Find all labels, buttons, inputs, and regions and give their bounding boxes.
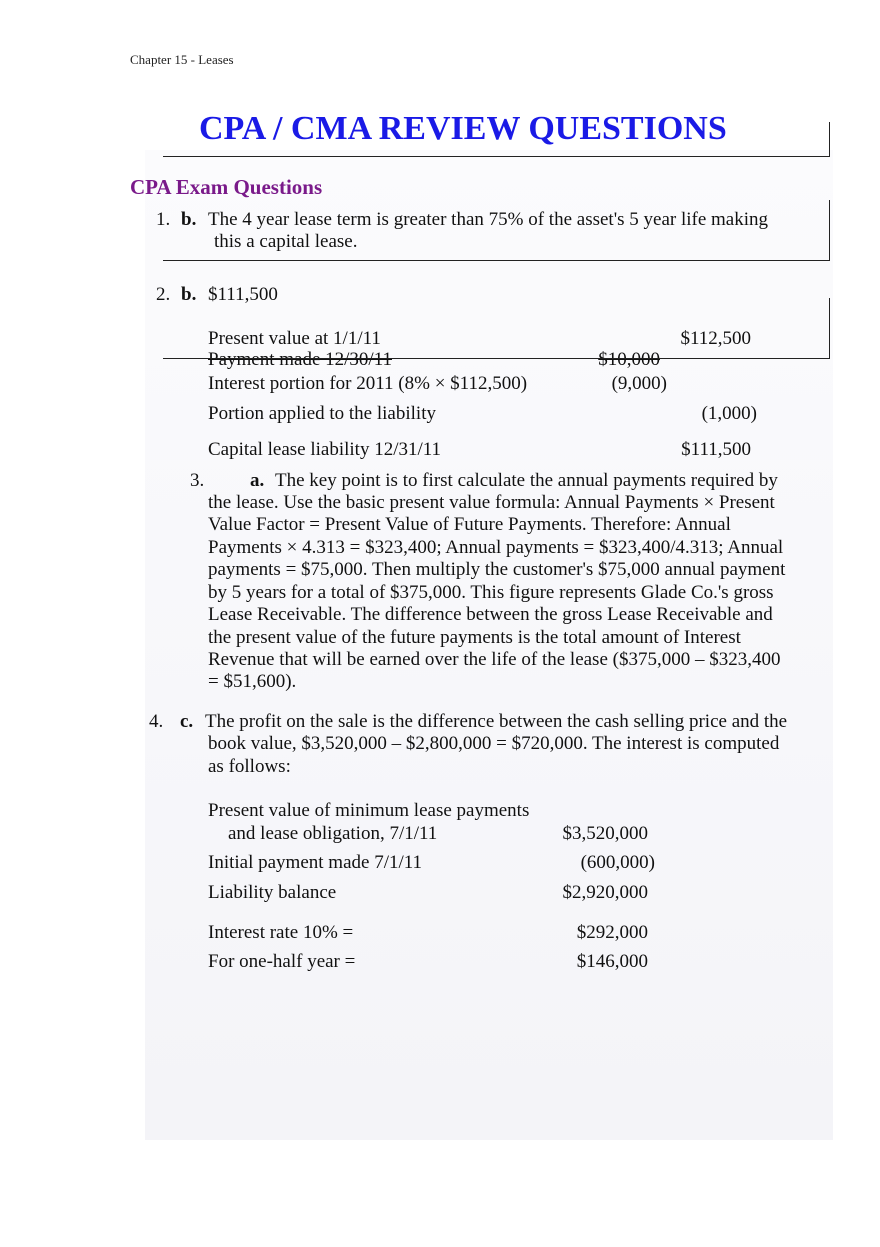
q4-row-value: $292,000 — [576, 922, 648, 943]
q1-text-line1: The 4 year lease term is greater than 75% of the asset's 5 year life making — [208, 209, 769, 230]
q3-line: = $51,600). — [208, 671, 297, 692]
q4-row-label: Liability balance — [208, 882, 337, 903]
q2-row-right: $111,500 — [681, 439, 751, 460]
q4-row-value: (600,000) — [580, 852, 655, 873]
q2-number: 2. — [156, 284, 171, 305]
q4-row-label: For one-half year = — [208, 951, 356, 972]
q4-row-label: and lease obligation, 7/1/11 — [228, 823, 438, 844]
q3-line: Value Factor = Present Value of Future Payments. Therefore: Annual — [208, 514, 731, 535]
q3-answer: a. — [250, 470, 265, 491]
q4-line: book value, $3,520,000 – $2,800,000 = $720,000. The interest is computed — [208, 733, 780, 754]
q3-line: payments = $75,000. Then multiply the customer's $75,000 annual payment — [208, 559, 786, 580]
page-title: CPA / CMA REVIEW QUESTIONS — [199, 110, 727, 147]
title-underline — [163, 156, 830, 157]
q4-row-value: $146,000 — [576, 951, 648, 972]
q2-row-label: Capital lease liability 12/31/11 — [208, 439, 442, 460]
q2-row-label: Payment made 12/30/11 — [208, 349, 392, 370]
q1-box-edge — [829, 200, 830, 260]
q4-line: The profit on the sale is the difference between the cash selling price and the — [205, 711, 788, 732]
q2-row-label: Portion applied to the liability — [208, 403, 436, 424]
q3-line: The key point is to first calculate the annual payments required by — [275, 470, 778, 491]
q4-row-value: $2,920,000 — [562, 882, 648, 903]
q2-row-label: Interest portion for 2011 (8% × $112,500) — [208, 373, 528, 394]
q3-line: the lease. Use the basic present value formula: Annual Payments × Present — [208, 492, 775, 513]
q2-row-mid: (9,000) — [611, 373, 667, 394]
q1-answer: b. — [181, 209, 197, 230]
q3-line: by 5 years for a total of $375,000. This figure represents Glade Co.'s gross — [208, 582, 774, 603]
q2-value: $111,500 — [208, 284, 278, 305]
q2-box-bottom — [163, 358, 830, 359]
q2-row-right: $112,500 — [680, 328, 751, 349]
q2-row-right: (1,000) — [701, 403, 757, 424]
q3-line: the present value of the future payments is the total amount of Interest — [208, 627, 741, 648]
q4-line: as follows: — [208, 756, 291, 777]
section-heading: CPA Exam Questions — [130, 175, 323, 199]
q2-row-mid: $10,000 — [598, 349, 660, 370]
q1-number: 1. — [156, 209, 171, 230]
q2-row-label: Present value at 1/1/11 — [208, 328, 381, 349]
q1-text-line2: this a capital lease. — [214, 231, 358, 252]
q3-line: Payments × 4.313 = $323,400; Annual payments = $323,400/4.313; Annual — [208, 537, 784, 558]
q2-box-edge — [829, 298, 830, 358]
q4-row-label: Initial payment made 7/1/11 — [208, 852, 423, 873]
q4-row-value: $3,520,000 — [562, 823, 648, 844]
title-box-edge — [829, 122, 830, 156]
q4-row-label: Interest rate 10% = — [208, 922, 354, 943]
q3-line: Lease Receivable. The difference between the gross Lease Receivable and — [208, 604, 773, 625]
q4-row-label: Present value of minimum lease payments — [208, 800, 530, 821]
q4-number: 4. — [149, 711, 164, 732]
q1-box-bottom — [163, 260, 830, 261]
chapter-header: Chapter 15 - Leases — [130, 52, 234, 67]
q3-line: Revenue that will be earned over the life of the lease ($375,000 – $323,400 — [208, 649, 781, 670]
q2-answer: b. — [181, 284, 197, 305]
q3-number: 3. — [190, 470, 205, 491]
q4-answer: c. — [180, 711, 194, 732]
